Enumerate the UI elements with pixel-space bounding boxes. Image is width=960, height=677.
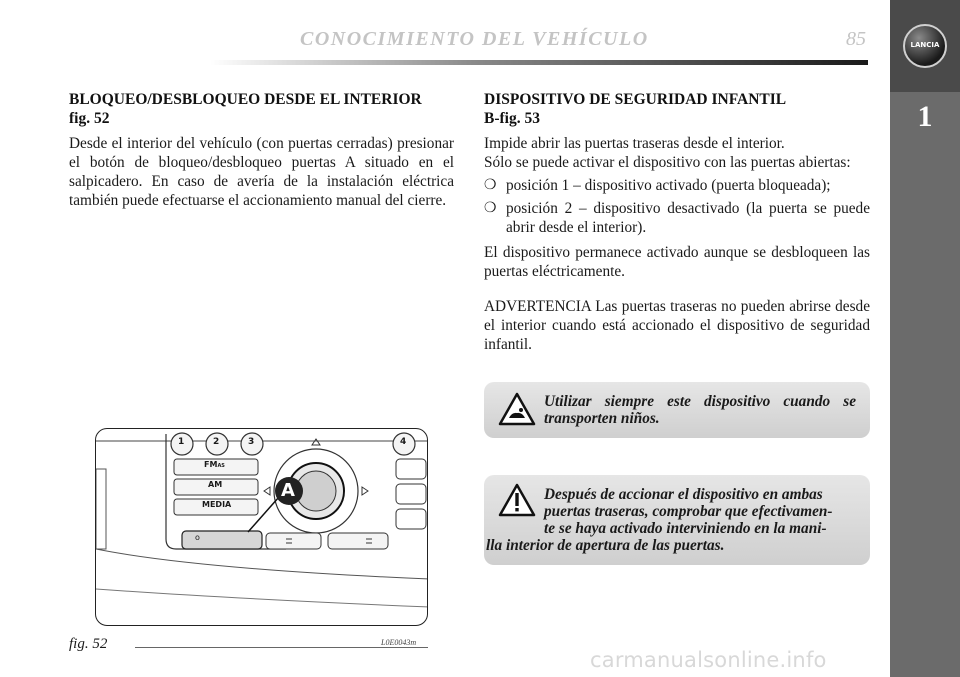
warning-line: te se haya activado interviniendo en la mani- — [544, 520, 827, 537]
page-number: 85 — [846, 28, 866, 50]
warning-box-children — [484, 382, 870, 438]
preset-button-2: 2 — [213, 437, 220, 447]
advertencia-text: ADVERTENCIA Las puertas traseras no pueden abrirse desde el interior cuando está accionado el dispositivo de seguridad infantil. — [484, 298, 870, 353]
warning-line: Después de accionar el dispositivo en ambas — [544, 486, 823, 503]
remains-active-text: El dispositivo permanece activado aunque se desbloqueen las puertas eléctricamente. — [484, 244, 870, 280]
right-heading-line2: B-fig. 53 — [484, 110, 540, 127]
fm-sub-label: AS — [217, 463, 225, 469]
bullet-text: posición 2 – dispositivo desactivado (la puerta se puede abrir desde el interior). — [506, 200, 870, 236]
figure-caption: fig. 52 — [69, 636, 108, 652]
badge-text: LANCIA — [910, 41, 940, 49]
bullet-text: posición 1 – dispositivo activado (puerta bloqueada); — [506, 177, 831, 194]
fm-label: FM — [204, 460, 218, 469]
warning-triangle-icon — [498, 392, 536, 426]
warning-box-check — [484, 475, 870, 565]
figure-dashboard-illustration — [95, 428, 428, 626]
warning-text-check — [484, 486, 856, 554]
warning-line: lla interior de apertura de las puertas. — [486, 537, 725, 554]
warning-text-children: Utilizar siempre este dispositivo cuando se transporten niños. — [544, 393, 856, 427]
bullet-circle-icon: ❍ — [484, 200, 497, 216]
position-list — [484, 176, 870, 237]
header-rule — [210, 60, 868, 65]
left-section-heading — [69, 90, 454, 128]
left-heading-line2: fig. 52 — [69, 110, 110, 127]
lancia-logo-icon — [903, 24, 947, 68]
intro-text — [484, 134, 870, 172]
figure-code: L0E0043m — [381, 638, 417, 647]
media-button-label: MEDIA — [202, 500, 232, 509]
right-section — [484, 90, 870, 354]
preset-button-1: 1 — [178, 437, 185, 447]
am-button-label: AM — [208, 480, 223, 489]
lock-button-label: o — [195, 533, 200, 542]
left-heading-line1: BLOQUEO/DESBLOQUEO DESDE EL INTERIOR — [69, 91, 422, 108]
preset-button-3: 3 — [248, 437, 255, 447]
left-section-body: Desde el interior del vehículo (con puertas cerradas) presionar el botón de bloqueo/desbloqueo puertas A situado en el salpicadero. En caso de avería de la instalación eléctrica también puede efectuarse el accionamiento manual del cierre. — [69, 135, 454, 209]
list-item — [484, 199, 870, 237]
list-item — [484, 176, 870, 195]
left-section — [69, 90, 454, 210]
callout-label-a: A — [281, 480, 295, 501]
figure-caption-rule — [135, 647, 428, 648]
fm-button-label — [204, 460, 225, 469]
intro-line2: Sólo se puede activar el dispositivo con las puertas abiertas: — [484, 154, 851, 171]
preset-button-4: 4 — [400, 437, 407, 447]
dashboard-drawing — [96, 429, 428, 626]
right-section-heading — [484, 90, 870, 128]
intro-line1: Impide abrir las puertas traseras desde el interior. — [484, 135, 785, 152]
site-watermark: carmanualsonline.info — [590, 648, 827, 672]
warning-line: puertas traseras, comprobar que efectivamen- — [544, 503, 833, 520]
chapter-number: 1 — [917, 100, 933, 133]
side-tab-top — [890, 0, 960, 92]
right-heading-line1: DISPOSITIVO DE SEGURIDAD INFANTIL — [484, 91, 787, 108]
chapter-side-tab — [890, 0, 960, 677]
header-title: CONOCIMIENTO DEL VEHÍCULO — [300, 28, 649, 50]
bullet-circle-icon: ❍ — [484, 177, 497, 193]
page-header — [0, 0, 890, 70]
